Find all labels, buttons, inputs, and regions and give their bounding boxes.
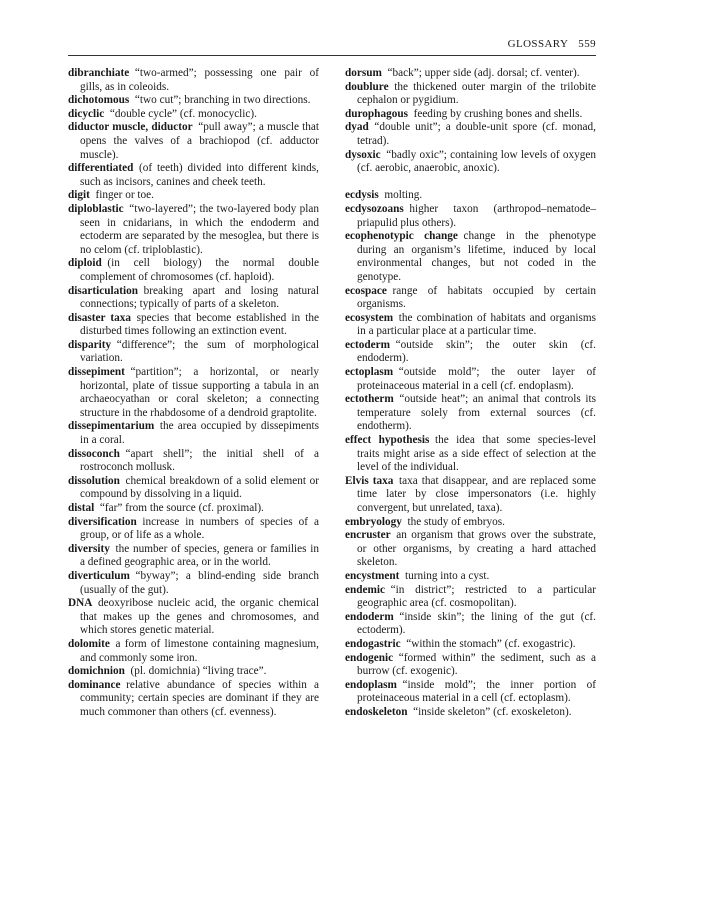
glossary-entry [345,312,596,339]
glossary-entry [68,203,319,257]
glossary-entry [68,665,319,679]
glossary-definition: molting. [384,189,423,202]
glossary-term: doublure [345,80,389,93]
glossary-term: ecosystem [345,311,394,324]
glossary-entry [345,611,596,638]
glossary-entry [68,285,319,312]
glossary-entry [68,67,319,94]
glossary-entry [68,121,319,162]
glossary-term: endoderm [345,610,394,623]
glossary-definition: the combination of habitats and organisms in a particular place at a particular time. [357,311,596,338]
glossary-entry [68,475,319,502]
glossary-entry [345,366,596,393]
glossary-definition: “within the stomach” (cf. exogastric). [406,637,576,650]
glossary-definition: “inside mold”; the inner portion of proteinaceous material in a cell (cf. ectoplasm). [357,678,596,705]
glossary-definition: “outside skin”; the outer skin (cf. endoderm). [357,338,596,365]
glossary-entry [345,393,596,434]
glossary-definition: “outside mold”; the outer layer of proteinaceous material in a cell (cf. endoplasm). [357,366,596,392]
glossary-term: embryology [345,515,402,528]
glossary-term: ecdysis [345,189,379,202]
glossary-definition: “two-armed”; possessing one pair of gills, as in coleoids. [80,67,319,93]
glossary-entry [68,312,319,339]
glossary-entry [68,679,319,720]
glossary-entry [345,121,596,148]
glossary-term: endoskeleton [345,705,408,718]
glossary-term: effect hypothesis [345,434,430,447]
glossary-term: diploblastic [68,202,124,215]
glossary-definition: the area occupied by dissepiments in a coral. [80,420,319,447]
glossary-entry [68,366,319,420]
glossary-entry [345,189,596,203]
glossary-definition: taxa that disappear, and are replaced some time later by close impersonators (i.e. highly convergent, but unrelated, taxa). [357,474,596,514]
glossary-definition: “far” from the source (cf. proximal). [99,502,264,514]
glossary-definition: (pl. domichnia) “living trace”. [130,665,267,678]
glossary-entry [345,570,596,584]
glossary-definition: relative abundance of species within a community; certain species are dominant if they are much commoner than others (cf. evenness). [80,678,319,718]
glossary-term: encruster [345,529,391,542]
glossary-definition: breaking apart and losing natural connections; typically of parts of a skeleton. [80,284,319,311]
glossary-definition: turning into a cyst. [405,569,490,582]
glossary-term: disparity [68,338,112,351]
glossary-definition: “formed within” the sediment, such as a burrow (cf. exogenic). [357,651,596,678]
glossary-term: distal [68,502,95,514]
glossary-definition: “back”; upper side (adj. dorsal; cf. venter). [387,67,580,79]
glossary-term: dolomite [68,637,110,650]
glossary-entry [345,230,596,284]
glossary-definition: “inside skeleton” (cf. exoskeleton). [413,705,572,718]
glossary-term: ecophenotypic change [345,230,458,243]
glossary-definition: increase in numbers of species of a group, or of life as a whole. [80,515,319,542]
glossary-term: ecdysozoans [345,202,404,215]
glossary-column-right [345,67,596,720]
glossary-entry [68,570,319,597]
glossary-term: durophagous [345,107,408,120]
glossary-entry [345,652,596,679]
glossary-term: dominance [68,678,121,691]
glossary-definition: a form of limestone containing magnesium, and commonly some iron. [80,637,319,664]
glossary-definition: “partition”; a horizontal, or nearly horizontal, plate of tissue supporting a tabula in an archaeocyathan or coral skeleton; a connecting structure in the rhabdosome of a dendroid graptolite. [80,366,319,419]
glossary-entry [345,475,596,516]
glossary-entry [345,516,596,530]
glossary-term: ectotherm [345,393,394,406]
glossary-entry [345,584,596,611]
glossary-definition: the number of species, genera or families in a defined geographic area, or in the world. [80,542,319,569]
glossary-term: ectoderm [345,338,390,351]
glossary-entry [68,94,319,108]
glossary-definition: the thickened outer margin of the trilobite cephalon or pygidium. [357,80,596,107]
glossary-definition: “byway”; a blind-ending side branch (usually of the gut). [80,569,319,596]
glossary-term: disarticulation [68,284,139,297]
glossary-definition: “inside skin”; the lining of the gut (cf. ectoderm). [357,610,596,637]
glossary-term: endemic [345,583,385,596]
glossary-entry [68,339,319,366]
glossary-entry [68,502,319,516]
glossary-entry [68,638,319,665]
header-rule [68,55,596,56]
glossary-term: differentiated [68,162,134,175]
glossary-definition: (in cell biology) the normal double complement of chromosomes (cf. haploid). [80,257,319,283]
glossary-term: dibranchiate [68,67,130,79]
page-number: 559 [578,38,596,50]
glossary-entry [345,203,596,230]
glossary-term: disaster taxa [68,311,132,324]
glossary-term: encystment [345,569,400,582]
glossary-definition: “double unit”; a double-unit spore (cf. monad, tetrad). [357,121,596,147]
glossary-term: ecospace [345,284,387,297]
glossary-term: dissepimentarium [68,420,155,433]
glossary-term: DNA [68,597,93,610]
glossary-term: dicyclic [68,107,105,120]
glossary-entry [345,529,596,570]
glossary-definition: change in the phenotype during an organism’s lifetime, induced by local environmental changes, but not coded in the genotype. [357,230,597,283]
glossary-definition: the idea that some species-level traits might arise as a side effect of selection at the level of the individual. [357,434,596,474]
glossary-definition: an organism that grows over the substrate, or other organisms, by creating a hard attached skeleton. [357,529,596,569]
glossary-term: diverticulum [68,569,130,582]
glossary-definition: “double cycle” (cf. monocyclic). [109,107,257,120]
glossary-definition: “pull away”; a muscle that opens the valves of a brachiopod (cf. adductor muscle). [80,121,319,161]
glossary-entry [68,189,319,203]
glossary-entry [68,516,319,543]
glossary-entry [345,285,596,312]
glossary-column-left [68,67,319,720]
glossary-definition: chemical breakdown of a solid element or compound by dissolving in a liquid. [80,474,319,501]
glossary-entry [345,149,596,176]
glossary-entry [345,81,596,108]
glossary-entry [68,257,319,284]
running-header [508,38,596,50]
glossary-term: digit [68,189,90,202]
glossary-definition: “two-layered”; the two-layered body plan seen in cnidarians, in which the endoderm and ectoderm are separated by the mesoglea, but there is no celom (cf. triploblastic). [80,202,319,256]
glossary-term: ectoplasm [345,366,394,379]
glossary-term: dysoxic [345,148,381,161]
glossary-entry [68,543,319,570]
glossary-entry [345,679,596,706]
glossary-entry [345,638,596,652]
glossary-term: diversification [68,515,137,528]
glossary-entry [68,420,319,447]
glossary-term: endoplasm [345,678,397,691]
glossary-definition: “two cut”; branching in two directions. [134,94,311,107]
glossary-definition: finger or toe. [95,189,154,202]
glossary-term: dissolution [68,474,120,487]
glossary-entry [345,339,596,366]
glossary-term: domichnion [68,665,125,678]
glossary-term: diversity [68,542,110,555]
glossary-definition: range of habitats occupied by certain organisms. [357,284,596,311]
glossary-term: Elvis taxa [345,474,394,487]
running-header-section: GLOSSARY [507,38,569,50]
glossary-definition: (of teeth) divided into different kinds, such as incisors, canines and cheek teeth. [80,162,319,188]
glossary-definition: “in district”; restricted to a particular geographic area (cf. cosmopolitan). [357,583,596,610]
glossary-definition: “apart shell”; the initial shell of a rostroconch mollusk. [80,447,319,474]
glossary-term: endogenic [345,651,394,664]
glossary-entry [345,67,596,81]
glossary-definition: “difference”; the sum of morphological variation. [80,338,319,365]
glossary-term: endogastric [345,637,401,650]
glossary-definition: species that become established in the disturbed times following an extinction event. [80,311,319,338]
glossary-term: dissoconch [68,447,120,460]
glossary-entry [68,597,319,638]
glossary-entry [68,448,319,475]
glossary-term: dissepiment [68,366,125,379]
glossary-entry [345,108,596,122]
glossary-definition: deoxyribose nucleic acid, the organic chemical that makes up the genes and chromosomes, and which stores genetic material. [80,597,319,637]
glossary-definition: feeding by crushing bones and shells. [413,107,583,120]
glossary-definition: “outside heat”; an animal that controls its temperature solely from external sources (cf. endotherm). [357,393,596,433]
glossary-term: dyad [345,121,369,134]
glossary-entry [345,706,596,720]
glossary-term: diductor muscle, diductor [68,121,193,134]
glossary-term: diploid [68,257,102,270]
glossary-entry [345,434,596,475]
glossary-definition: higher taxon (arthropod–nematode–priapulid plus others). [357,202,596,229]
glossary-entry [68,108,319,122]
glossary-term: dichotomous [68,94,130,107]
glossary-definition: the study of embryos. [407,515,505,528]
glossary-term: dorsum [345,67,382,79]
glossary-entry [68,162,319,189]
glossary-definition: “badly oxic”; containing low levels of oxygen (cf. aerobic, anaerobic, anoxic). [357,148,596,175]
